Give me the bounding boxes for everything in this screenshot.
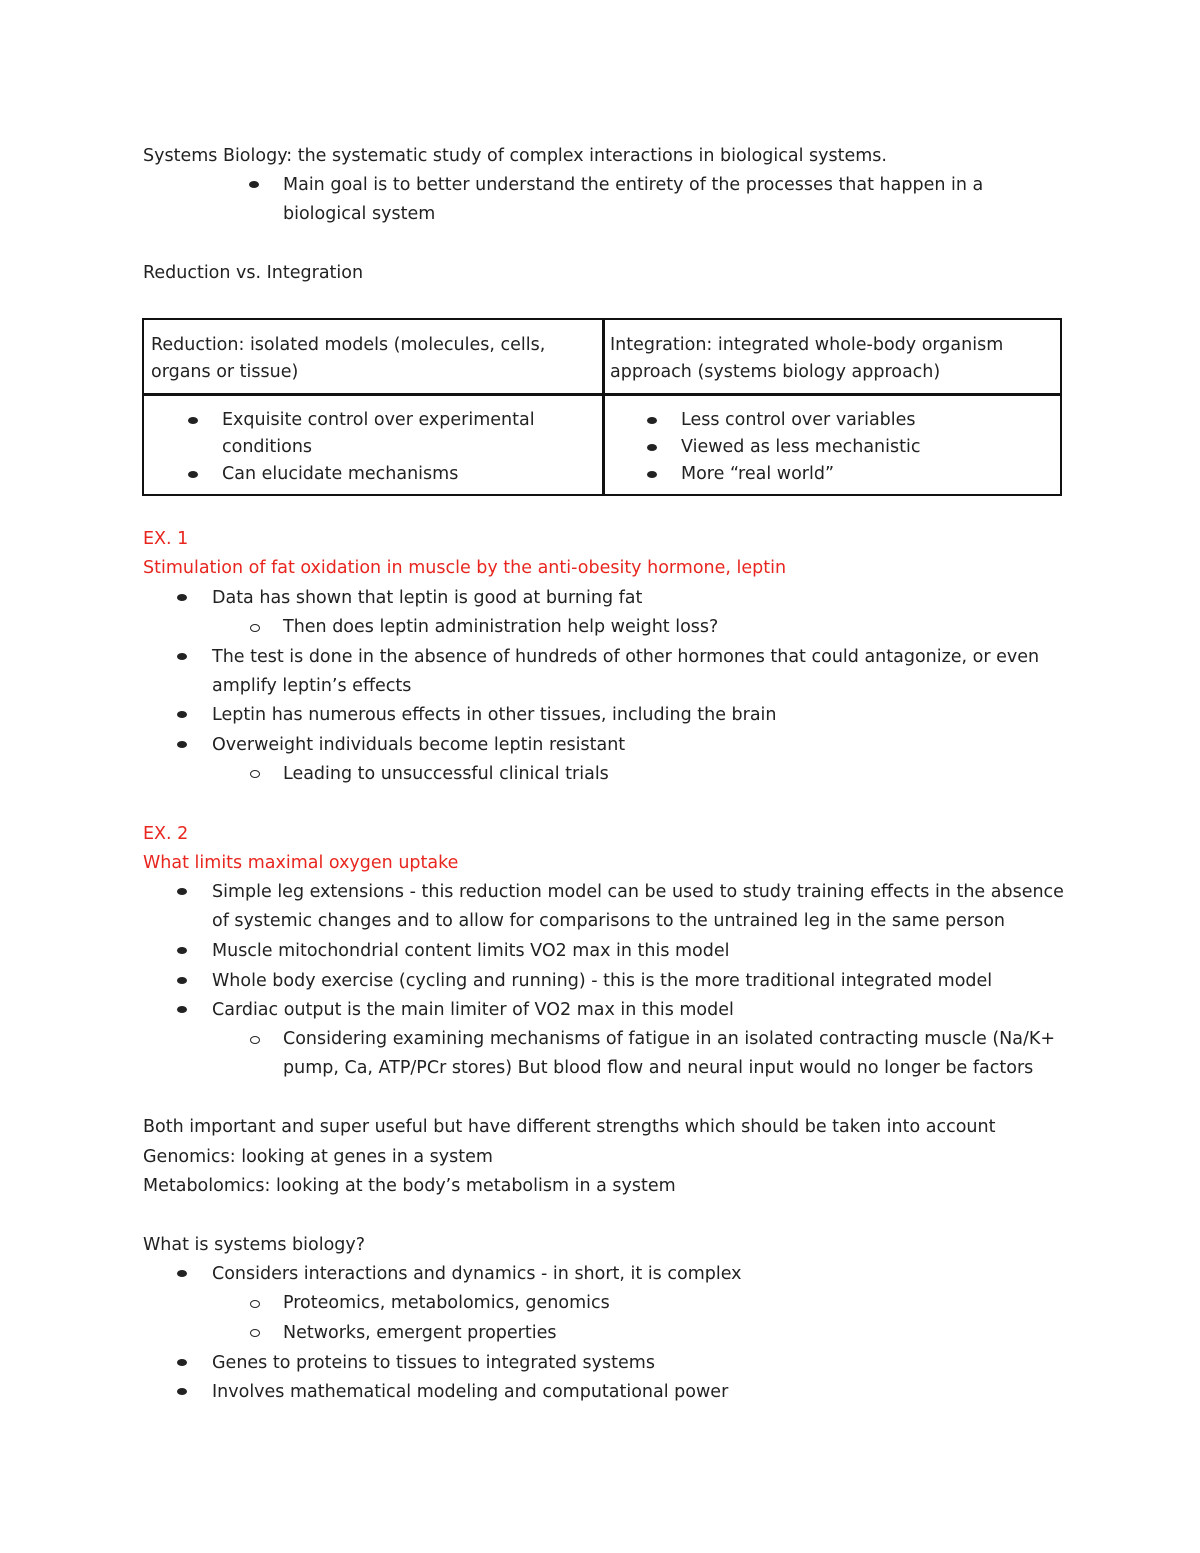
bullet-icon — [188, 471, 198, 478]
ex2-title: What limits maximal oxygen uptake — [143, 853, 459, 873]
ex1-item: Overweight individuals become leptin resistant — [212, 735, 626, 755]
table-column-divider — [602, 320, 605, 494]
ex1-item-continued: amplify leptin’s effects — [212, 676, 412, 696]
reduction-header-line-2: organs or tissue) — [151, 362, 299, 382]
ex1-item: The test is done in the absence of hundreds of other hormones that could antagonize, or even — [212, 647, 1040, 667]
integration-header-line-2: approach (systems biology approach) — [610, 362, 941, 382]
ex2-subitem: Considering examining mechanisms of fatigue in an isolated contracting muscle (Na/K+ — [283, 1029, 1055, 1049]
ex2-item: Simple leg extensions - this reduction model can be used to study training effects in the absence — [212, 882, 1064, 902]
circle-bullet-icon — [250, 1300, 260, 1308]
integration-point: More “real world” — [681, 464, 835, 484]
bullet-icon — [647, 417, 657, 424]
what-is-heading: What is systems biology? — [143, 1235, 366, 1255]
bullet-icon — [177, 741, 187, 748]
bullet-icon — [177, 1270, 187, 1277]
bullet-icon — [177, 947, 187, 954]
circle-bullet-icon — [250, 1036, 260, 1044]
ex1-subitem: Leading to unsuccessful clinical trials — [283, 764, 609, 784]
reduction-header-line-1: Reduction: isolated models (molecules, cells, — [151, 335, 546, 355]
what-is-item: Involves mathematical modeling and computational power — [212, 1382, 729, 1402]
bullet-icon — [177, 977, 187, 984]
table-row-divider — [144, 393, 1060, 396]
integration-point: Viewed as less mechanistic — [681, 437, 921, 457]
ex2-item: Cardiac output is the main limiter of VO2 max in this model — [212, 1000, 734, 1020]
reduction-point: Can elucidate mechanisms — [222, 464, 459, 484]
reduction-heading: Reduction vs. Integration — [143, 263, 364, 283]
systems-biology-definition: Systems Biology: the systematic study of complex interactions in biological systems. — [143, 146, 887, 166]
ex1-item: Data has shown that leptin is good at burning fat — [212, 588, 643, 608]
ex2-subitem-continued: pump, Ca, ATP/PCr stores) But blood flow and neural input would no longer be factors — [283, 1058, 1034, 1078]
reduction-point: conditions — [222, 437, 313, 457]
bullet-icon — [177, 594, 187, 601]
goal-line-1: Main goal is to better understand the entirety of the processes that happen in a — [283, 175, 984, 195]
comparison-table — [142, 318, 1062, 496]
metabolomics-definition: Metabolomics: looking at the body’s metabolism in a system — [143, 1176, 676, 1196]
integration-header-line-1: Integration: integrated whole-body organism — [610, 335, 1004, 355]
ex1-label: EX. 1 — [143, 529, 189, 549]
genomics-definition: Genomics: looking at genes in a system — [143, 1147, 493, 1167]
bullet-icon — [177, 653, 187, 660]
bullet-icon — [647, 471, 657, 478]
circle-bullet-icon — [250, 770, 260, 778]
bullet-icon — [188, 417, 198, 424]
bullet-icon — [177, 711, 187, 718]
bullet-icon — [177, 1359, 187, 1366]
bullet-icon — [177, 1006, 187, 1013]
ex1-item: Leptin has numerous effects in other tissues, including the brain — [212, 705, 777, 725]
reduction-point: Exquisite control over experimental — [222, 410, 535, 430]
what-is-item: Genes to proteins to tissues to integrated systems — [212, 1353, 655, 1373]
ex1-subitem: Then does leptin administration help weight loss? — [283, 617, 719, 637]
bullet-icon — [249, 181, 259, 188]
ex1-title: Stimulation of fat oxidation in muscle by the anti-obesity hormone, leptin — [143, 558, 787, 578]
circle-bullet-icon — [250, 624, 260, 632]
ex2-item: Muscle mitochondrial content limits VO2 max in this model — [212, 941, 730, 961]
integration-point: Less control over variables — [681, 410, 916, 430]
ex2-item: Whole body exercise (cycling and running) - this is the more traditional integrated model — [212, 971, 993, 991]
circle-bullet-icon — [250, 1329, 260, 1337]
what-is-subitem: Networks, emergent properties — [283, 1323, 557, 1343]
what-is-subitem: Proteomics, metabolomics, genomics — [283, 1293, 610, 1313]
ex2-item-continued: of systemic changes and to allow for comparisons to the untrained leg in the same person — [212, 911, 1006, 931]
goal-line-2: biological system — [283, 204, 436, 224]
bullet-icon — [177, 1388, 187, 1395]
summary-line: Both important and super useful but have different strengths which should be taken into account — [143, 1117, 996, 1137]
what-is-item: Considers interactions and dynamics - in short, it is complex — [212, 1264, 742, 1284]
bullet-icon — [647, 444, 657, 451]
bullet-icon — [177, 888, 187, 895]
ex2-label: EX. 2 — [143, 824, 189, 844]
